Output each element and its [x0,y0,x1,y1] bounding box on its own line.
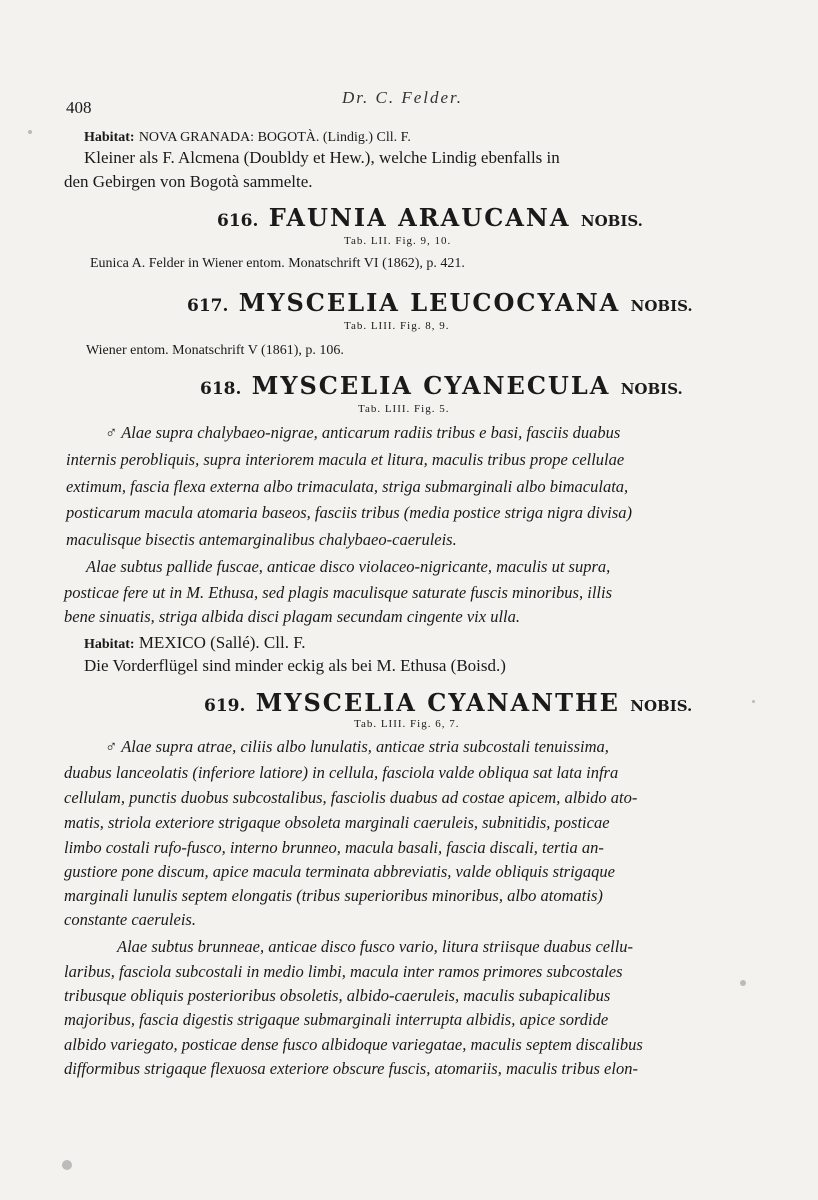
species-heading [204,688,692,717]
plate-reference: Tab. LIII. Fig. 6, 7. [354,718,460,730]
top-habitat [84,126,411,146]
plate-reference: Tab. LIII. Fig. 5. [358,403,450,415]
description-line: bene sinuatis, striga albida disci plagam secundam cingente vix ulla. [64,607,520,626]
page-number: 408 [66,98,92,117]
description-line: ♂ Alae supra atrae, ciliis albo lunulatis, anticae stria subcostali tenuissima, [105,737,609,756]
literature-reference: Wiener entom. Monatschrift V (1861), p. 106. [86,343,344,358]
description-line: Alae subtus pallide fuscae, anticae disco violaceo-nigricante, maculis ut supra, [86,557,611,576]
description-line: Alae subtus brunneae, anticae disco fusco vario, litura striisque duabus cellu- [117,937,634,956]
species-heading [187,288,693,317]
species-name: MYSCELIA LEUCOCYANA [238,288,621,317]
description-line: maculisque bisectis antemarginalibus chalybaeo-caeruleis. [66,530,457,549]
description-line: marginali lunulis septem elongatis (tribus superioribus minoribus, albo atomatis) [64,886,603,905]
running-head: Dr. C. Felder. [342,88,464,107]
description-line: majoribus, fascia digestis strigaque submarginali interrupta albidis, apice sordide [64,1010,609,1029]
description-line: laribus, fasciola subcostali in medio limbi, macula inter ramos primores subcostales [64,962,623,981]
species-number: 616. [217,211,259,231]
species-name: MYSCELIA CYANECULA [251,371,611,400]
top-note-line: den Gebirgen von Bogotà sammelte. [64,172,313,191]
ink-speck [62,1160,72,1170]
habitat-label: Habitat: [84,637,135,652]
plate-reference: Tab. LIII. Fig. 8, 9. [344,320,450,332]
plate-reference: Tab. LII. Fig. 9, 10. [344,235,452,247]
species-number: 617. [187,296,229,316]
ink-speck [28,130,32,134]
description-line: ♂ Alae supra chalybaeo-nigrae, anticarum radiis tribus e basi, fasciis duabus [105,423,621,442]
description-line: limbo costali rufo-fusco, interno brunneo, macula basali, fascia discali, tertia an- [64,838,604,857]
species-heading [200,371,683,400]
habitat-label: Habitat: [84,130,135,145]
description-line: posticarum macula atomaria baseos, fasciis tribus (media postice striga nigra divisa) [66,503,633,522]
habitat [84,633,306,653]
species-author: NOBIS. [630,297,693,315]
description-line: extimum, fascia flexa externa albo trimaculata, striga submarginali albo bimaculata, [66,477,629,496]
literature-reference: Eunica A. Felder in Wiener entom. Monatschrift VI (1862), p. 421. [90,256,465,271]
description-line: cellulam, punctis duobus subcostalibus, fasciolis duabus ad costae apicem, albido ato- [64,788,638,807]
species-number: 619. [204,696,246,716]
species-heading [217,203,643,232]
species-number: 618. [200,379,242,399]
description-line: duabus lanceolatis (inferiore latiore) in cellula, fasciola valde obliqua sat lata infra [64,763,619,782]
description-line: posticae fere ut in M. Ethusa, sed plagis maculisque saturate fuscis minoribus, illis [64,583,612,602]
species-author: NOBIS. [580,212,643,230]
description-line: difformibus strigaque flexuosa exteriore obscure fuscis, atomariis, maculis tribus elon- [64,1059,638,1078]
habitat-text: MEXICO (Sallé). Cll. F. [138,633,306,652]
description-line: matis, striola exteriore strigaque obsoleta marginali caeruleis, subnitidis, posticae [64,813,610,832]
species-name: MYSCELIA CYANANTHE [255,688,620,717]
description-line: internis perobliquis, supra interiorem macula et litura, maculis tribus prope cellulae [66,450,625,469]
ink-speck [740,980,746,986]
species-author: NOBIS. [630,697,693,715]
description-line: albido variegato, posticae dense fusco albidoque variegatae, maculis septem discalibus [64,1035,643,1054]
ink-speck [752,700,755,703]
species-name: FAUNIA ARAUCANA [268,203,571,232]
description-line: constante caeruleis. [64,910,196,929]
species-note: Die Vorderflügel sind minder eckig als bei M. Ethusa (Boisd.) [84,656,506,675]
description-line: tribusque obliquis posterioribus obsoletis, albido-caeruleis, maculis subapicalibus [64,986,611,1005]
description-line: gustiore pone discum, apice macula terminata abbreviatis, valde obliquis strigaque [64,862,616,881]
top-note-line: Kleiner als F. Alcmena (Doubldy et Hew.), welche Lindig ebenfalls in [84,148,560,167]
species-author: NOBIS. [620,380,683,398]
habitat-text: NOVA GRANADA: BOGOTÀ. (Lindig.) Cll. F. [138,130,411,145]
